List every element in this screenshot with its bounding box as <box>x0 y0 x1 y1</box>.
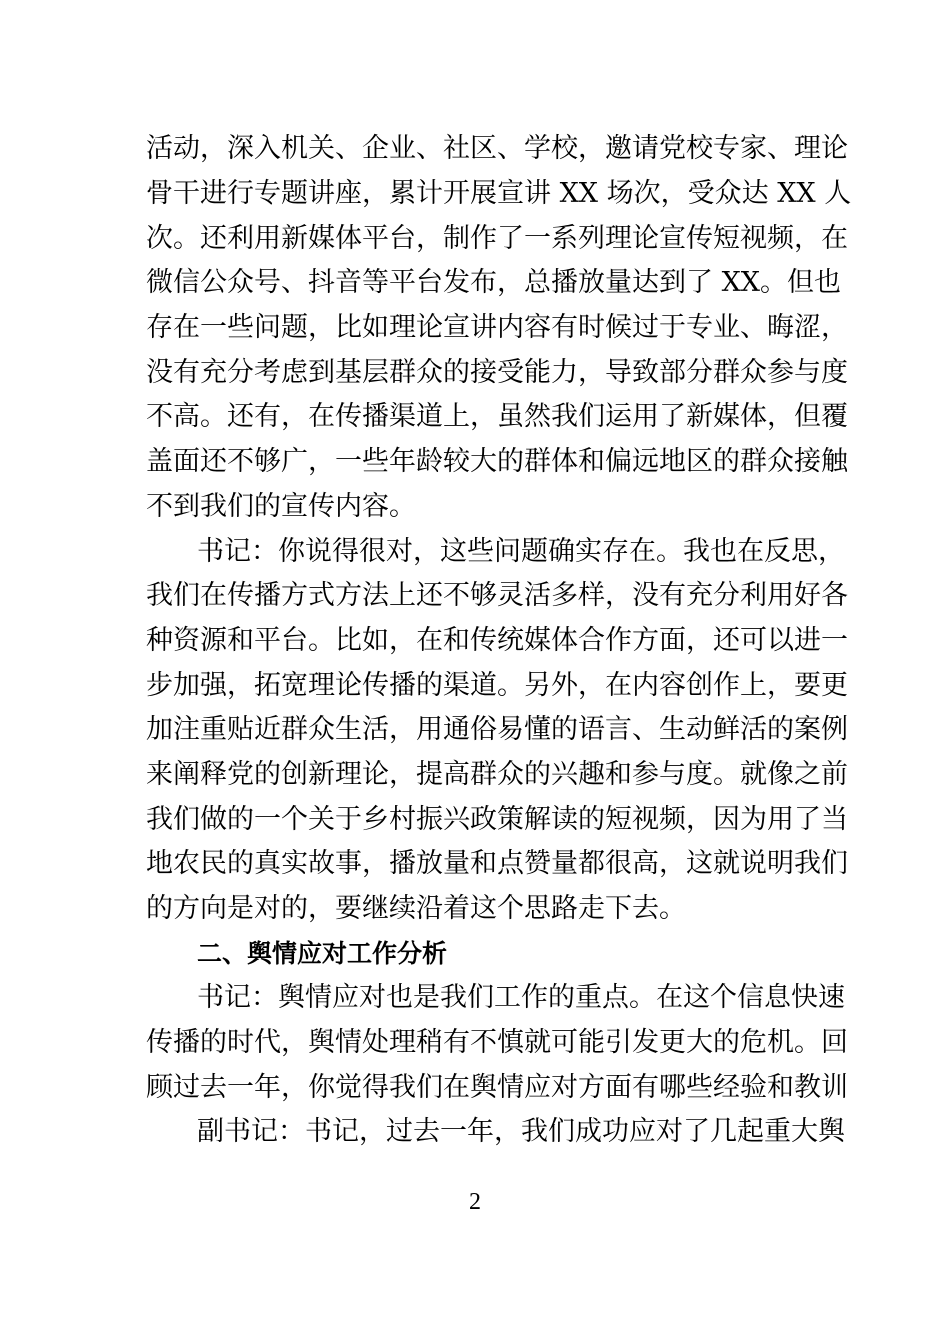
paragraph-2-line-2: 我们在传播方式方法上还不够灵活多样，没有充分利用好各 <box>146 580 848 611</box>
page-number: 2 <box>469 1189 481 1215</box>
paragraph-2-line-6: 来阐释党的创新理论，提高群众的兴趣和参与度。就像之前 <box>146 759 848 790</box>
paragraph-1-line-4: 微信公众号、抖音等平台发布，总播放量达到了 XX。但也 <box>146 267 842 298</box>
paragraph-2-line-8: 地农民的真实故事，播放量和点赞量都很高，这就说明我们 <box>146 848 848 879</box>
paragraph-1-line-9: 不到我们的宣传内容。 <box>146 491 416 522</box>
paragraph-2-line-7: 我们做的一个关于乡村振兴政策解读的短视频，因为用了当 <box>146 804 848 835</box>
paragraph-1-line-5: 存在一些问题，比如理论宣讲内容有时候过于专业、晦涩， <box>146 312 848 343</box>
paragraph-3-line-2: 传播的时代，舆情处理稍有不慎就可能引发更大的危机。回 <box>146 1027 848 1058</box>
paragraph-2-line-4: 步加强，拓宽理论传播的渠道。另外，在内容创作上，要更 <box>146 670 848 701</box>
paragraph-1-line-2: 骨干进行专题讲座，累计开展宣讲 XX 场次，受众达 XX 人 <box>146 178 852 209</box>
paragraph-4-line-1: 副书记：书记，过去一年，我们成功应对了几起重大舆 <box>197 1116 845 1147</box>
paragraph-2-line-5: 加注重贴近群众生活，用通俗易懂的语言、生动鲜活的案例 <box>146 714 848 745</box>
paragraph-1-line-3: 次。还利用新媒体平台，制作了一系列理论宣传短视频，在 <box>146 223 848 254</box>
paragraph-1-line-1: 活动，深入机关、企业、社区、学校，邀请党校专家、理论 <box>146 133 848 164</box>
section-heading: 二、舆情应对工作分析 <box>197 939 448 968</box>
paragraph-2-line-3: 种资源和平台。比如，在和传统媒体合作方面，还可以进一 <box>146 625 848 656</box>
paragraph-1-line-7: 不高。还有，在传播渠道上，虽然我们运用了新媒体，但覆 <box>146 401 848 432</box>
paragraph-3-line-3: 顾过去一年，你觉得我们在舆情应对方面有哪些经验和教训 <box>146 1072 848 1103</box>
paragraph-2-line-1: 书记：你说得很对，这些问题确实存在。我也在反思， <box>197 536 845 567</box>
paragraph-3-line-1: 书记：舆情应对也是我们工作的重点。在这个信息快速 <box>197 982 845 1013</box>
paragraph-2-line-9: 的方向是对的，要继续沿着这个思路走下去。 <box>146 893 686 924</box>
paragraph-1-line-6: 没有充分考虑到基层群众的接受能力，导致部分群众参与度 <box>146 357 848 388</box>
paragraph-1-line-8: 盖面还不够广，一些年龄较大的群体和偏远地区的群众接触 <box>146 446 848 477</box>
